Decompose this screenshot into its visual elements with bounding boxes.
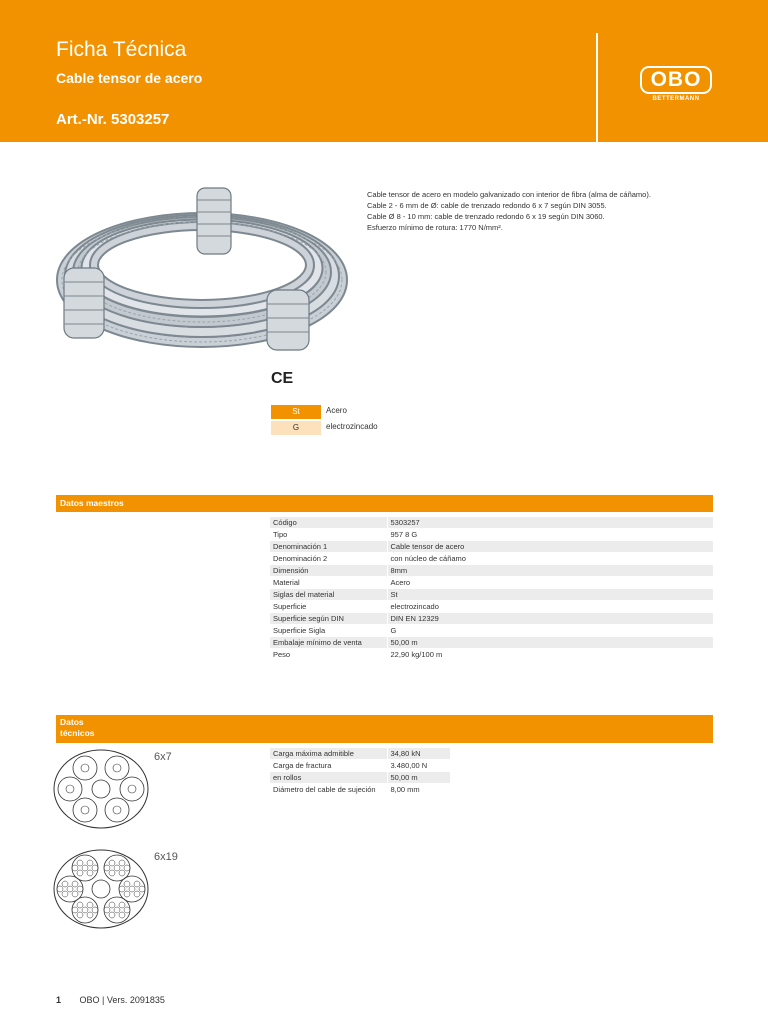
description-line: Cable Ø 8 - 10 mm: cable de trenzado redondo 6 x 19 según DIN 3060.	[367, 212, 605, 221]
table-row	[270, 553, 713, 565]
table-value: 50,00 m	[387, 637, 713, 649]
cable-coil-image	[52, 180, 352, 370]
product-subtitle: Cable tensor de acero	[56, 70, 203, 86]
ce-mark: CE	[271, 370, 294, 387]
cross-section-6x7-diagram	[52, 748, 150, 830]
table-key: Denominación 1	[270, 541, 387, 553]
page-number: 1	[56, 995, 62, 1005]
table-value: 22,90 kg/100 m	[387, 649, 713, 661]
section-bar-datos-tecnicos	[56, 715, 713, 743]
table-key: Superficie según DIN	[270, 613, 387, 625]
table-key: Carga de fractura	[270, 760, 387, 772]
table-value: G	[387, 625, 713, 637]
table-row	[270, 565, 713, 577]
cross-section-label: 6x19	[154, 851, 178, 863]
article-number: Art.-Nr. 5303257	[56, 111, 170, 128]
table-row	[270, 784, 450, 796]
material-code-badge: St	[271, 405, 321, 419]
table-row	[270, 613, 713, 625]
section-title: Datos maestros	[60, 498, 124, 508]
description-line: Esfuerzo mínimo de rotura: 1770 N/mm².	[367, 223, 503, 232]
table-value: 8mm	[387, 565, 713, 577]
logo-subtext: BETTERMANN	[652, 96, 700, 102]
table-value: DIN EN 12329	[387, 613, 713, 625]
obo-logo	[640, 66, 712, 102]
table-key: Peso	[270, 649, 387, 661]
description-line: Cable tensor de acero en modelo galvanizado con interior de fibra (alma de cáñamo).	[367, 190, 651, 199]
table-key: Superficie	[270, 601, 387, 613]
product-description	[367, 189, 727, 233]
table-key: Código	[270, 517, 387, 529]
table-value: 957 8 G	[387, 529, 713, 541]
table-key: Dimensión	[270, 565, 387, 577]
table-row	[270, 760, 450, 772]
table-value: 8,00 mm	[387, 784, 450, 796]
table-value: 5303257	[387, 517, 713, 529]
table-row	[270, 637, 713, 649]
table-row	[270, 541, 713, 553]
page-title: Ficha Técnica	[56, 38, 187, 61]
table-key: Superficie Sigla	[270, 625, 387, 637]
section-title-line2: técnicos	[60, 728, 95, 738]
table-value: Acero	[387, 577, 713, 589]
material-label: Acero	[326, 406, 347, 415]
table-key: Carga máxima admitible	[270, 748, 387, 760]
table-row	[270, 589, 713, 601]
cross-section-label: 6x7	[154, 751, 172, 763]
description-line: Cable 2 - 6 mm de Ø: cable de trenzado redondo 6 x 7 según DIN 3055.	[367, 201, 607, 210]
section-title-line1: Datos	[60, 717, 84, 727]
table-key: Denominación 2	[270, 553, 387, 565]
footer-version: OBO | Vers. 2091835	[79, 995, 165, 1005]
datos-maestros-table	[270, 517, 713, 661]
table-row	[270, 772, 450, 784]
table-row	[270, 649, 713, 661]
table-key: Material	[270, 577, 387, 589]
section-bar-datos-maestros	[56, 495, 713, 512]
header-band	[0, 0, 768, 142]
table-value: St	[387, 589, 713, 601]
table-row	[270, 601, 713, 613]
table-value: electrozincado	[387, 601, 713, 613]
table-row	[270, 577, 713, 589]
table-key: Siglas del material	[270, 589, 387, 601]
table-value: 50,00 m	[387, 772, 450, 784]
table-key: Diámetro del cable de sujeción	[270, 784, 387, 796]
table-row	[270, 529, 713, 541]
table-value: 34,80 kN	[387, 748, 450, 760]
surface-label: electrozincado	[326, 422, 378, 431]
table-value: Cable tensor de acero	[387, 541, 713, 553]
table-row	[270, 748, 450, 760]
header-divider	[596, 33, 598, 142]
table-key: en rollos	[270, 772, 387, 784]
page-footer	[56, 995, 165, 1005]
surface-code-badge: G	[271, 421, 321, 435]
table-value: 3.480,00 N	[387, 760, 450, 772]
table-key: Tipo	[270, 529, 387, 541]
cross-section-6x19-diagram	[52, 848, 150, 930]
table-row	[270, 625, 713, 637]
table-row	[270, 517, 713, 529]
table-value: con núcleo de cáñamo	[387, 553, 713, 565]
logo-text: OBO	[640, 66, 712, 94]
datos-tecnicos-table	[270, 748, 450, 796]
table-key: Embalaje mínimo de venta	[270, 637, 387, 649]
